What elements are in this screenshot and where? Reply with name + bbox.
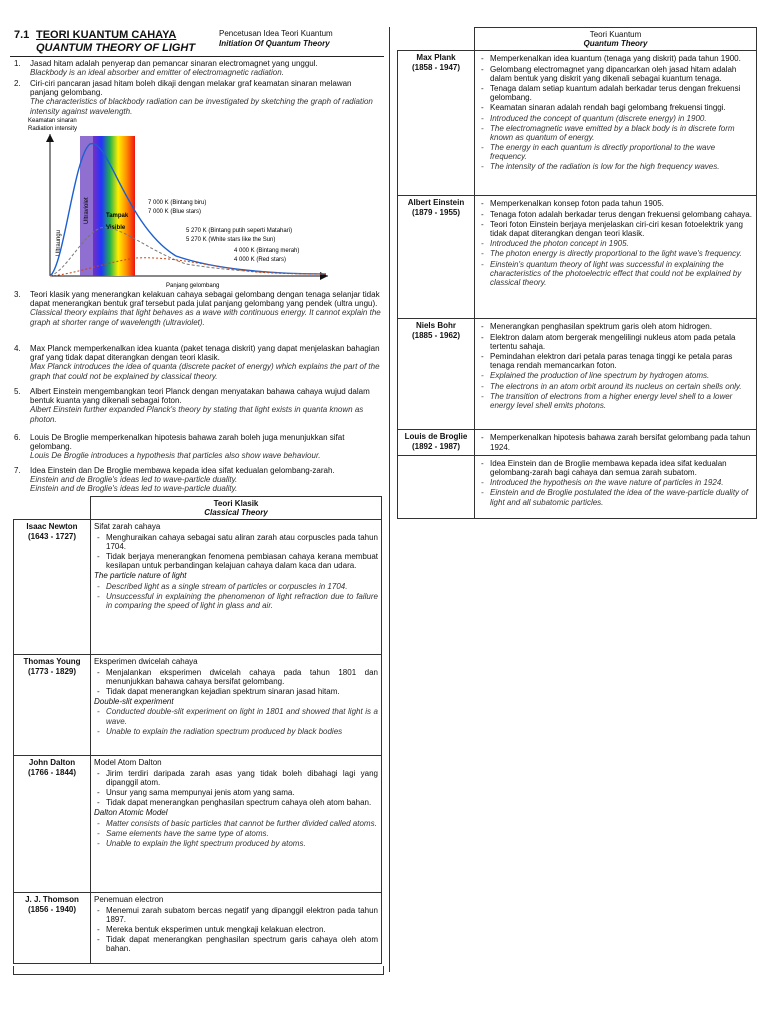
point-3	[14, 290, 382, 327]
list-item: - Elektron dalam atom bergerak mengelilingi nukleus atom pada petala tertentu sahaja.	[490, 333, 753, 351]
initiation-subtitle: Initiation Of Quantum Theory	[219, 39, 330, 48]
chart-ylabel-en: Radiation intensity	[28, 126, 78, 132]
description-cell	[475, 430, 757, 455]
section-subtitle: QUANTUM THEORY OF LIGHT	[36, 42, 196, 54]
list-item: - Keamatan sinaran adalah rendah bagi gelombang frekuensi tinggi.	[490, 103, 753, 112]
visible-label: Visible	[106, 225, 126, 231]
table-corner	[14, 497, 91, 520]
point-5	[14, 387, 382, 424]
section-number: 7.1	[14, 29, 30, 41]
label-7000K-en: 7 000 K (Blue stars)	[148, 209, 202, 215]
point-text: Max Planck memperkenalkan idea kuanta (paket tenaga diskrit) yang dapat menjelaskan bahagian graf yang tidak dapat diterangkan dengan teori klasik.	[30, 344, 380, 363]
description-cell	[91, 655, 382, 756]
list-item: - Tidak berjaya menerangkan fenomena pembiasan cahaya kerana membuat kesilapan untuk perbandingan kelajuan cahaya dalam kaca dan udara.	[106, 552, 378, 570]
point-number: 1.	[14, 59, 21, 68]
list-item: - The electromagnetic wave emitted by a black body is in discrete form known as quantum of energy.	[490, 124, 753, 142]
table-row	[14, 520, 382, 655]
point-translation: Einstein and de Broglie's ideas led to wave-particle duality.	[30, 475, 238, 485]
list-item: - The intensity of the radiation is low for the high frequency waves.	[490, 162, 753, 171]
list-item: - Menerangkan penghasilan spektrum garis oleh atom hidrogen.	[490, 322, 753, 331]
scientist-years: (1773 - 1829)	[27, 666, 77, 676]
list-item: - Tenaga dalam setiap kuantum adalah berkadar terus dengan frekuensi gelombang.	[490, 84, 753, 102]
list-item: - Explained the production of line spectrum by hydrogen atoms.	[490, 371, 753, 380]
point-6	[14, 433, 382, 461]
topic-label: Sifat zarah cahaya	[94, 522, 161, 532]
point-text: Jasad hitam adalah penyerap dan pemancar sinaran electromagnet yang unggul.	[30, 59, 318, 68]
topic-label: Eksperimen dwicelah cahaya	[94, 657, 198, 667]
list-item: - Tenaga foton adalah berkadar terus dengan frekuensi gelombang cahaya.	[490, 210, 753, 219]
list-item: - Pemindahan elektron dari petala paras tenaga tinggi ke petala paras tenaga rendah memancarkan foton.	[490, 352, 753, 370]
list-item: - Introduced the concept of quantum (discrete energy) in 1900.	[490, 114, 753, 123]
point-translation: Blackbody is an ideal absorber and emitter of electromagnetic radiation.	[30, 68, 284, 78]
list-item: - Same elements have the same type of atoms.	[106, 829, 378, 838]
scientist-years: (1643 - 1727)	[27, 531, 77, 541]
header-ms: Teori Klasik	[213, 499, 259, 508]
list-item: - Memperkenalkan konsep foton pada tahun 1905.	[490, 199, 753, 208]
section-title: TEORI KUANTUM CAHAYA	[36, 29, 177, 41]
chart-xlabel: Panjang gelombang	[166, 283, 220, 289]
point-7	[14, 466, 382, 494]
scientist-cell-empty	[398, 455, 475, 518]
table-row	[398, 430, 757, 455]
list-item: - Einstein's quantum theory of light was successful in explaining the characteristics of the photoelectric effect that could not be explained by classical theory.	[490, 260, 753, 288]
scientist-cell	[398, 430, 475, 455]
list-item: - Unsur yang sama mempunyai jenis atom yang sama.	[106, 788, 378, 797]
topic-label-en: The particle nature of light	[94, 571, 187, 581]
list-item: - Gelombang electromagnet yang dipancarkan oleh jasad hitam adalah dalam bentuk yang diskrit yang dikenali sebagai kuantum tenaga.	[490, 65, 753, 83]
list-item: - Einstein and de Broglie postulated the idea of the wave-particle duality of light and all subatomic particles.	[490, 488, 753, 506]
list-item: - Unsuccessful in explaining the phenomenon of light refraction due to failure in comparing the speed of light in glass and air.	[106, 592, 378, 610]
divider	[10, 56, 384, 57]
label-7000K-ms: 7 000 K (Bintang biru)	[148, 200, 207, 206]
list-item: - Introduced the photon concept in 1905.	[490, 239, 753, 248]
scientist-name: John Dalton	[28, 758, 76, 768]
point-text: Ciri-ciri pancaran jasad hitam boleh dikaji dengan melakar graf keamatan sinaran melawan panjang gelombang.	[30, 79, 352, 98]
point-translation: Max Planck introduces the idea of quanta (discrete packet of energy) which explains the part of the graph that could not be explained by classical theory.	[30, 362, 380, 381]
scientist-years: (1858 - 1947)	[411, 62, 461, 72]
list-item: - Mereka bentuk eksperimen untuk mengkaji kelakuan electron.	[106, 925, 378, 934]
header-en: Quantum Theory	[583, 39, 648, 49]
classical-header	[91, 497, 382, 520]
point-translation-2: Einstein and de Broglie's ideas led to wave-particle duality.	[30, 484, 238, 494]
scientist-cell	[398, 319, 475, 430]
ultraungu-label: Ultraungu	[56, 229, 62, 256]
list-item: - The photon energy is directly proportional to the light wave's frequency.	[490, 249, 753, 258]
visible-band	[93, 136, 135, 276]
point-4	[14, 344, 382, 381]
column-divider	[389, 27, 390, 972]
page-header	[14, 29, 384, 55]
header-ms: Teori Kuantum	[589, 30, 642, 39]
scientist-name: Max Plank	[416, 53, 456, 63]
header-en: Classical Theory	[204, 508, 268, 518]
description-cell	[475, 455, 757, 518]
label-4000K-en: 4 000 K (Red stars)	[234, 257, 287, 263]
table-corner	[398, 28, 475, 51]
description-cell	[475, 196, 757, 319]
list-item: - Menghuraikan cahaya sebagai satu aliran zarah atau corpuscles pada tahun 1704.	[106, 533, 378, 551]
table-row	[14, 893, 382, 964]
scientist-cell	[14, 756, 91, 893]
y-axis-arrow	[46, 134, 54, 142]
label-4000K-ms: 4 000 K (Bintang merah)	[234, 248, 300, 254]
list-item: - Idea Einstein dan de Broglie membawa kepada idea sifat kedualan gelombang-zarah bagi cahaya dan semua zarah subatom.	[490, 459, 753, 477]
point-2	[14, 79, 382, 116]
list-item: - Memperkenalkan idea kuantum (tenaga yang diskrit) pada tahun 1900.	[490, 54, 753, 63]
scientist-name: J. J. Thomson	[25, 895, 79, 905]
list-item: - The energy in each quantum is directly proportional to the wave frequency.	[490, 143, 753, 161]
list-item: - Menemui zarah subatom bercas negatif yang dipanggil elektron pada tahun 1897.	[106, 906, 378, 924]
label-5270K-ms: 5 270 K (Bintang putih seperti Matahari)	[186, 228, 293, 234]
scientist-years: (1892 - 1987)	[411, 441, 461, 451]
point-number: 3.	[14, 290, 21, 299]
tampak-label: Tampak	[106, 213, 129, 219]
topic-label-en: Dalton Atomic Model	[94, 808, 168, 818]
list-item: - The transition of electrons from a higher energy level shell to a lower energy level shell emits photons.	[490, 392, 753, 410]
point-translation: Classical theory explains that light behaves as a wave with continuous energy. It cannot explain the graph at shorter range of wavelength (ultraviolet).	[30, 308, 381, 327]
list-item: - Menjalankan eksperimen dwicelah cahaya pada tahun 1801 dan menunjukkan bahawa cahaya bersifat gelombang.	[106, 668, 378, 686]
scientist-years: (1885 - 1962)	[411, 330, 461, 340]
scientist-cell	[14, 655, 91, 756]
scientist-name: Isaac Newton	[26, 522, 78, 532]
list-item: - Matter consists of basic particles that cannot be further divided called atoms.	[106, 819, 378, 828]
scientist-name: Louis de Broglie	[404, 432, 468, 442]
point-1	[14, 59, 382, 77]
scientist-name: Niels Bohr	[415, 321, 456, 331]
scientist-name: Thomas Young	[23, 657, 81, 667]
ultraviolet-label: Ultraviolet	[84, 197, 90, 224]
scientist-name: Albert Einstein	[407, 198, 465, 208]
table-row	[398, 51, 757, 196]
table-row	[398, 196, 757, 319]
chart-ylabel-ms: Keamatan sinaran	[28, 118, 77, 124]
table-row	[14, 655, 382, 756]
classical-theory-table	[13, 496, 382, 964]
point-translation: The characteristics of blackbody radiation can be investigated by sketching the graph of radiation intensity against wavelength.	[30, 97, 373, 116]
scientist-cell	[14, 893, 91, 964]
list-item: - The electrons in an atom orbit around its nucleus on certain shells only.	[490, 382, 753, 391]
scientist-years: (1766 - 1844)	[27, 767, 77, 777]
point-number: 7.	[14, 466, 21, 475]
topic-label-en: Double-slit experiment	[94, 697, 174, 707]
list-item: - Jirim terdiri daripada zarah asas yang tidak boleh dibahagi lagi yang dipanggil atom.	[106, 769, 378, 787]
point-translation: Albert Einstein further expanded Planck's theory by stating that light exists in quanta known as photon.	[30, 405, 364, 424]
list-item: - Unable to explain the radiation spectrum produced by black bodies	[106, 727, 378, 736]
description-cell	[475, 51, 757, 196]
table-footer-edge	[13, 966, 384, 975]
initiation-title: Pencetusan Idea Teori Kuantum	[219, 29, 333, 38]
scientist-years: (1879 - 1955)	[411, 207, 461, 217]
blackbody-radiation-chart	[16, 116, 336, 290]
list-item: - Introduced the hypothesis on the wave nature of particles in 1924.	[490, 478, 753, 487]
point-text: Louis De Broglie memperkenalkan hipotesis bahawa zarah boleh juga menunjukkan sifat gelombang.	[30, 433, 345, 452]
point-number: 2.	[14, 79, 21, 88]
description-cell	[91, 756, 382, 893]
table-row	[14, 756, 382, 893]
list-item: - Memperkenalkan hipotesis bahawa zarah bersifat gelombang pada tahun 1924.	[490, 433, 753, 451]
list-item: - Described light as a single stream of particles or corpuscles in 1704.	[106, 582, 378, 591]
description-cell	[91, 893, 382, 964]
list-item: - Tidak dapat menerangkan penghasilan spectrum garis cahaya oleh atom bahan.	[106, 935, 378, 953]
list-item: - Conducted double-slit experiment on light in 1801 and showed that light is a wave.	[106, 707, 378, 725]
description-cell	[475, 319, 757, 430]
point-text: Albert Einstein mengembangkan teori Planck dengan menyatakan bahawa cahaya wujud dalam bentuk kuanta yang dikenali sebagai foton.	[30, 387, 370, 406]
point-translation: Louis De Broglie introduces a hypothesis that particles also show wave behaviour.	[30, 451, 321, 461]
x-axis-arrow	[320, 272, 328, 280]
point-text: Idea Einstein dan De Broglie membawa kepada idea sifat kedualan gelombang-zarah.	[30, 466, 335, 475]
point-number: 4.	[14, 344, 21, 353]
topic-label: Model Atom Dalton	[94, 758, 162, 768]
description-cell	[91, 520, 382, 655]
point-number: 5.	[14, 387, 21, 396]
scientist-cell	[398, 196, 475, 319]
scientist-cell	[14, 520, 91, 655]
list-item: - Teori foton Einstein berjaya menjelaskan ciri-ciri kesan fotoelektrik yang tidak dapat diterangkan dengan teori klasik.	[490, 220, 753, 238]
quantum-theory-table	[397, 27, 757, 519]
label-5270K-en: 5 270 K (White stars like the Sun)	[186, 237, 276, 243]
topic-label: Penemuan electron	[94, 895, 164, 905]
scientist-years: (1856 - 1940)	[27, 904, 77, 914]
list-item: - Tidak dapat menerangkan penghasilan spectrum cahaya oleh atom bahan.	[106, 798, 378, 807]
list-item: - Unable to explain the light spectrum produced by atoms.	[106, 839, 378, 848]
table-row	[398, 455, 757, 518]
table-row	[398, 319, 757, 430]
list-item: - Tidak dapat menerangkan kejadian spektrum sinaran jasad hitam.	[106, 687, 378, 696]
scientist-cell	[398, 51, 475, 196]
quantum-header	[475, 28, 757, 51]
point-text: Teori klasik yang menerangkan kelakuan cahaya sebagai gelombang dengan tenaga selanjar tidak dapat menerangkan bentuk graf tersebut pada julat panjang gelombang yang pendek (ultra ungu).	[30, 290, 380, 309]
point-number: 6.	[14, 433, 21, 442]
